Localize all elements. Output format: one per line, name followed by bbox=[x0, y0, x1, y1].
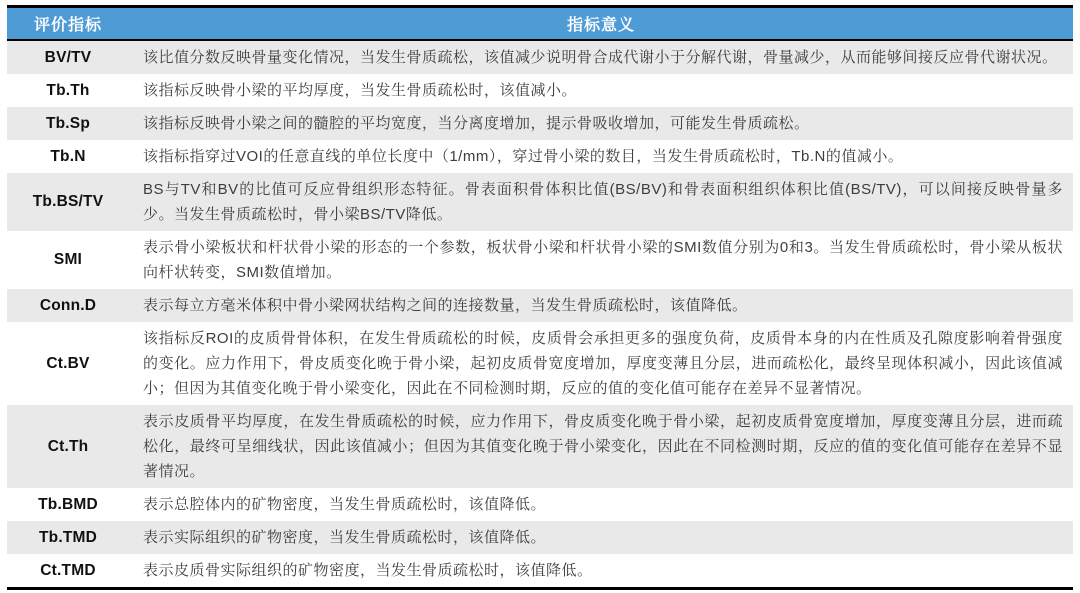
metric-meaning: 该比值分数反映骨量变化情况，当发生骨质疏松，该值减少说明骨合成代谢小于分解代谢，骨量减少，从而能够间接反应骨代谢状况。 bbox=[143, 49, 1058, 66]
metric-label: Tb.BMD bbox=[38, 495, 98, 513]
metric-meaning: 表示实际组织的矿物密度，当发生骨质疏松时，该值降低。 bbox=[143, 529, 547, 546]
metric-label: Tb.TMD bbox=[38, 528, 98, 546]
table-row-ctth bbox=[7, 405, 1073, 488]
metric-meaning: 该指标指穿过VOI的任意直线的单位长度中（1/mm），穿过骨小梁的数目，当发生骨质疏松时，Tb.N的值减小。 bbox=[143, 148, 904, 165]
table-row-bvtv bbox=[7, 40, 1073, 74]
metric-label: Tb.Sp bbox=[45, 114, 91, 132]
metric-meaning: 表示皮质骨实际组织的矿物密度，当发生骨质疏松时，该值降低。 bbox=[143, 562, 593, 579]
table-row-tbn bbox=[7, 140, 1073, 173]
bone-metrics-table bbox=[7, 5, 1073, 590]
metric-label: Conn.D bbox=[39, 296, 97, 314]
column-header-meaning: 指标意义 bbox=[129, 7, 1073, 41]
metric-meaning: 表示骨小梁板状和杆状骨小梁的形态的一个参数，板状骨小梁和杆状骨小梁的SMI数值分别为0和3。当发生骨质疏松时，骨小梁从板状向杆状转变，SMI数值增加。 bbox=[143, 239, 1063, 281]
table-row-tbbmd bbox=[7, 488, 1073, 521]
metric-label: Ct.TMD bbox=[40, 561, 96, 579]
metric-label: Ct.BV bbox=[46, 354, 90, 372]
metric-label: Tb.N bbox=[50, 147, 86, 165]
metric-meaning: 该指标反映骨小梁之间的髓腔的平均宽度，当分离度增加，提示骨吸收增加，可能发生骨质疏松。 bbox=[143, 115, 810, 132]
table-header-row bbox=[7, 7, 1073, 41]
metric-meaning: 表示每立方毫米体积中骨小梁网状结构之间的连接数量，当发生骨质疏松时，该值降低。 bbox=[143, 297, 748, 314]
metric-label: Ct.Th bbox=[47, 437, 89, 455]
table-row-smi bbox=[7, 231, 1073, 289]
metric-meaning: 该指标反映骨小梁的平均厚度，当发生骨质疏松时，该值减小。 bbox=[143, 82, 578, 99]
metric-meaning: 该指标反ROI的皮质骨骨体积，在发生骨质疏松的时候，皮质骨会承担更多的强度负荷，皮质骨本身的内在性质及孔隙度影响着骨强度的变化。应力作用下，骨皮质变化晚于骨小梁，起初皮质骨宽度增加，厚度变薄且分层，进而疏松化，最终呈现体积减小，因此该值减小；但因为其值变化晚于骨小梁变化，因此在不同检测时期，反应的值的变化值可能存在差异不显著情况。 bbox=[143, 330, 1063, 397]
table-row-tbth bbox=[7, 74, 1073, 107]
metric-meaning: BS与TV和BV的比值可反应骨组织形态特征。骨表面积骨体积比值(BS/BV)和骨表面积组织体积比值(BS/TV)，可以间接反映骨量多少。当发生骨质疏松时，骨小梁BS/TV降低。 bbox=[143, 181, 1063, 223]
table-row-tbbstv bbox=[7, 173, 1073, 231]
table-row-connd bbox=[7, 289, 1073, 322]
table-row-tbtmd bbox=[7, 521, 1073, 554]
table-row-tbsp bbox=[7, 107, 1073, 140]
metric-label: Tb.BS/TV bbox=[32, 193, 104, 210]
metric-meaning: 表示皮质骨平均厚度，在发生骨质疏松的时候，应力作用下，骨皮质变化晚于骨小梁，起初皮质骨宽度增加，厚度变薄且分层，进而疏松化，最终可呈细线状，因此该值减小；但因为其值变化晚于骨小梁变化，因此在不同检测时期，反应的值的变化值可能存在差异不显著情况。 bbox=[143, 413, 1063, 480]
metric-label: BV/TV bbox=[44, 48, 92, 66]
table-row-ctbv bbox=[7, 322, 1073, 405]
column-header-metric: 评价指标 bbox=[7, 7, 129, 41]
table-row-cttmd bbox=[7, 554, 1073, 589]
metric-meaning: 表示总腔体内的矿物密度，当发生骨质疏松时，该值降低。 bbox=[143, 496, 547, 513]
metric-label: SMI bbox=[53, 251, 83, 268]
metric-label: Tb.Th bbox=[46, 81, 90, 99]
